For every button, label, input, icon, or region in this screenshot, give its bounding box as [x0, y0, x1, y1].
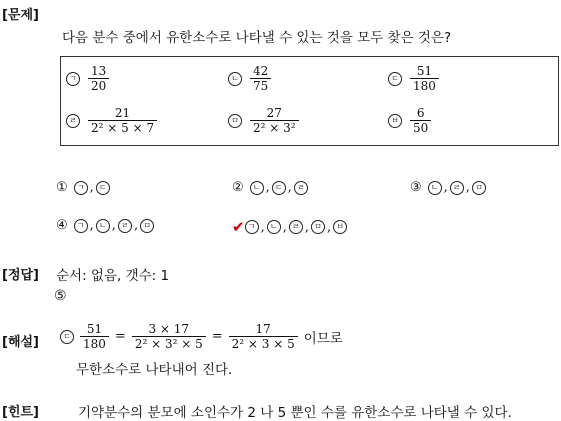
denominator: 180	[80, 336, 109, 351]
item-giyeok	[66, 64, 109, 93]
checkmark-icon: ✔	[232, 218, 245, 236]
mark: ㄹ	[289, 220, 303, 234]
section-label-explanation: [해설]	[2, 335, 39, 350]
choice-marks: ㄴ , ㄷ , ㄹ	[250, 180, 308, 195]
choice-2[interactable]	[232, 180, 308, 195]
explanation-equation	[60, 322, 343, 351]
choice-3[interactable]	[410, 180, 486, 195]
answer-value: ⑤	[54, 288, 67, 304]
explanation-line-2: 무한소수로 나타내어 진다.	[76, 362, 233, 378]
mark: ㄱ	[245, 220, 259, 234]
item-bieup	[388, 106, 431, 135]
choice-number: ③	[410, 180, 422, 195]
numerator: 13	[91, 64, 107, 78]
mark: ㄷ	[96, 181, 110, 195]
mark: ㄴ	[428, 181, 442, 195]
explain-mark: ㄷ	[60, 330, 74, 344]
mark: ㄱ	[74, 181, 88, 195]
item-mark: ㅁ	[228, 114, 242, 128]
item-fraction	[250, 106, 299, 135]
denominator: 2² × 3² × 5	[132, 336, 206, 351]
numerator: 3 × 17	[148, 322, 190, 336]
section-label-answer: [정답]	[2, 268, 39, 283]
item-mark: ㄴ	[228, 72, 242, 86]
fraction-1	[80, 322, 109, 351]
mark: ㄴ	[250, 181, 264, 195]
choice-1[interactable]	[56, 180, 110, 195]
mark: ㄹ	[450, 181, 464, 195]
item-fraction	[250, 64, 271, 93]
item-mark: ㄹ	[66, 114, 80, 128]
numerator: 17	[255, 322, 271, 336]
hint-text: 기약분수의 분모에 소인수가 2 나 5 뿐인 수를 유한소수로 나타낼 수 있다.	[78, 405, 512, 421]
denominator: 2² × 3 × 5	[229, 336, 298, 351]
item-fraction	[88, 106, 157, 135]
item-mark: ㄱ	[66, 72, 80, 86]
choice-4[interactable]	[56, 218, 154, 233]
denominator: 2² × 3²	[250, 120, 299, 135]
denominator: 2² × 5 × 7	[88, 120, 157, 135]
item-nieun	[228, 64, 271, 93]
numerator: 6	[416, 106, 425, 120]
mark: ㅁ	[311, 220, 325, 234]
item-fraction	[410, 106, 431, 135]
item-mieum	[228, 106, 299, 135]
numerator: 51	[86, 322, 103, 336]
mark: ㄴ	[96, 219, 110, 233]
mark: ㅁ	[140, 219, 154, 233]
choice-number: ①	[56, 180, 68, 195]
mark: ㄹ	[118, 219, 132, 233]
denominator: 75	[250, 78, 271, 93]
mark: ㄱ	[74, 219, 88, 233]
mark: ㄹ	[294, 181, 308, 195]
section-label-hint: [힌트]	[2, 405, 39, 420]
numerator: 51	[416, 64, 433, 78]
mark: ㄴ	[267, 220, 281, 234]
denominator: 50	[410, 120, 431, 135]
equals-sign: =	[114, 329, 126, 344]
mark: ㅂ	[333, 220, 347, 234]
item-rieul	[66, 106, 157, 135]
choice-marks: ㄱ , ㄴ , ㄹ , ㅁ , ㅂ	[245, 220, 348, 235]
fraction-2	[132, 322, 206, 351]
choice-marks: ㄱ , ㄷ	[74, 180, 110, 195]
item-digeut	[388, 64, 439, 93]
answer-line: 순서: 없음, 갯수: 1	[56, 268, 170, 284]
choice-number: ②	[232, 180, 244, 195]
choice-number: ④	[56, 218, 68, 233]
choice-marks: ㄴ , ㄹ , ㅁ	[428, 180, 486, 195]
numerator: 27	[266, 106, 282, 120]
item-fraction	[410, 64, 439, 93]
denominator: 20	[88, 78, 109, 93]
item-mark: ㄷ	[388, 72, 402, 86]
mark: ㄷ	[272, 181, 286, 195]
item-fraction	[88, 64, 109, 93]
mark: ㅁ	[472, 181, 486, 195]
choice-marks: ㄱ , ㄴ , ㄹ , ㅁ	[74, 218, 154, 233]
fraction-3	[229, 322, 298, 351]
denominator: 180	[410, 78, 439, 93]
numerator: 42	[253, 64, 269, 78]
question-text: 다음 분수 중에서 유한소수로 나타낼 수 있는 것을 모두 찾은 것은?	[62, 30, 452, 46]
item-mark: ㅂ	[388, 114, 402, 128]
explain-suffix: 이므로	[303, 330, 343, 347]
equals-sign: =	[211, 329, 223, 344]
section-label-problem: [문제]	[2, 8, 39, 23]
numerator: 21	[114, 106, 131, 120]
choice-5[interactable]	[232, 218, 347, 236]
